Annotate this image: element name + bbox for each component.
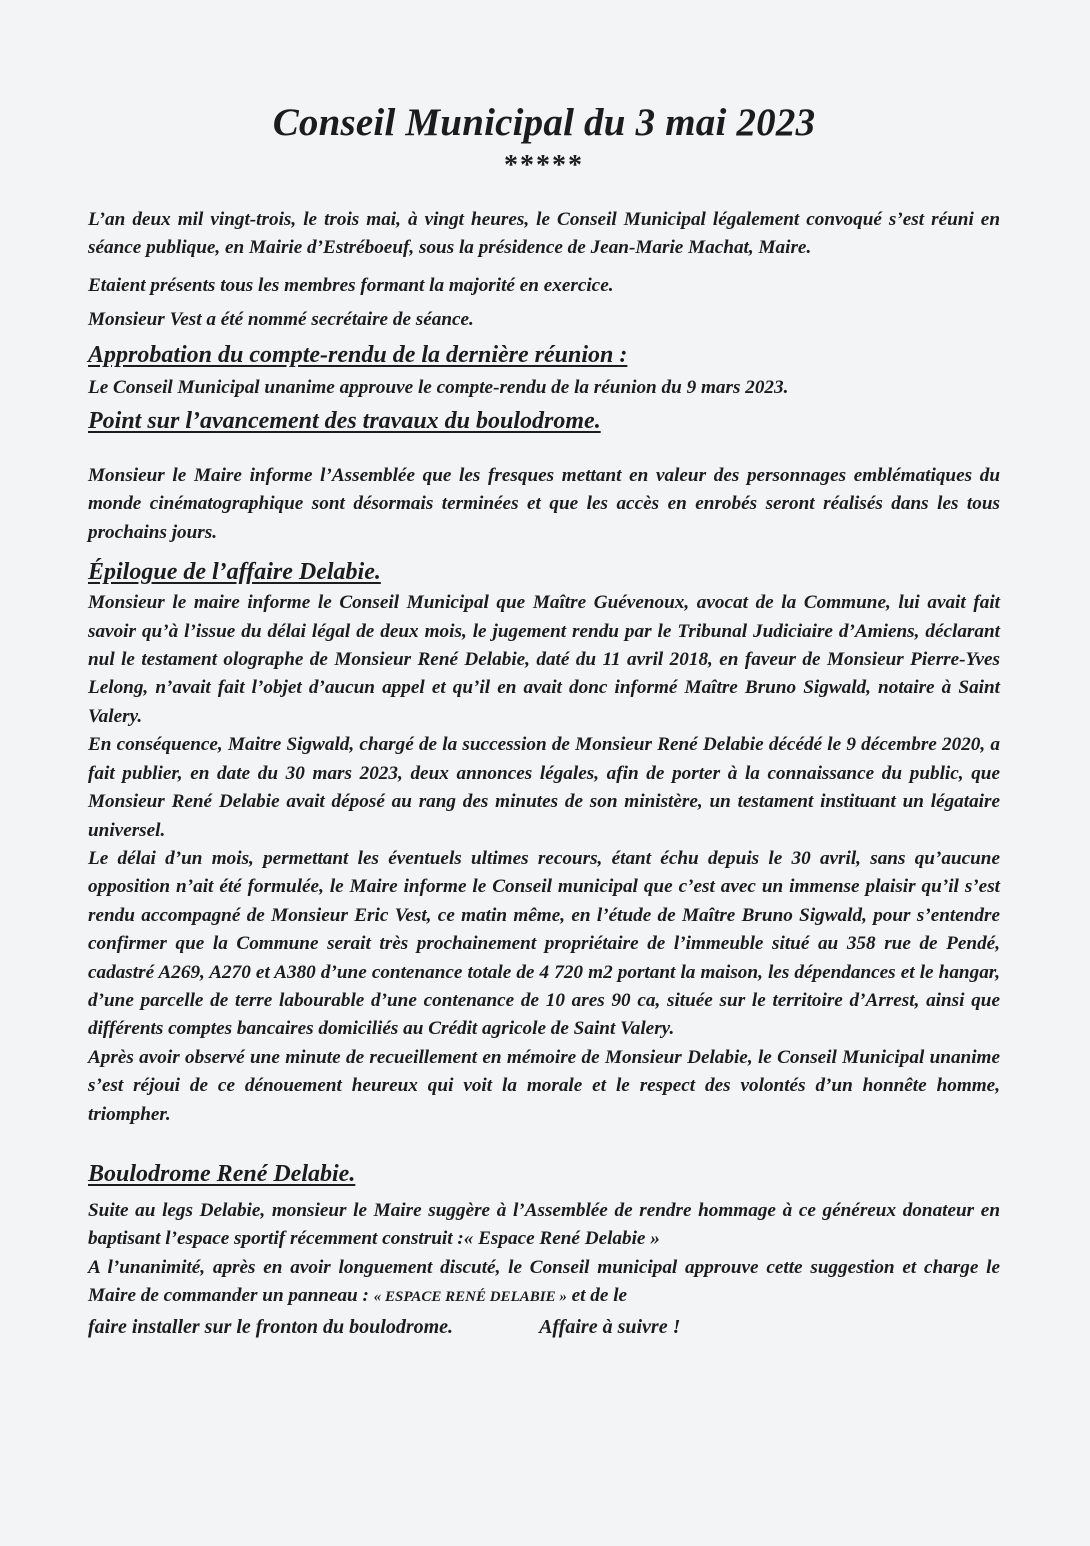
heading-travaux-boulodrome: Point sur l’avancement des travaux du boulodrome.: [88, 408, 601, 435]
document-title: Conseil Municipal du 3 mai 2023: [272, 101, 816, 144]
boulodrome-paragraph-1: Suite au legs Delabie, monsieur le Maire suggère à l’Assemblée de rendre hommage à ce généreux donateur en baptisant l’espace sportif récemment construit :« Espace René Delabie »: [88, 1199, 1000, 1250]
closing-line: [88, 1312, 1000, 1342]
travaux-text: Monsieur le Maire informe l’Assemblée que les fresques mettant en valeur des personnages emblématiques du monde cinématographique sont désormais terminées et que les accès en enrobés seront réalisés dans les tous prochains jours.: [88, 465, 1000, 543]
heading-affaire-delabie: Épilogue de l’affaire Delabie.: [88, 559, 381, 586]
boulodrome-paragraph-2-text: A l’unanimité, après en avoir longuement discuté, le Conseil municipal approuve cette suggestion et charge le Maire de commander un panneau :: [88, 1256, 1000, 1307]
closing-note: Affaire à suivre !: [539, 1315, 681, 1338]
approbation-text: Le Conseil Municipal unanime approuve le compte-rendu de la réunion du 9 mars 2023.: [88, 376, 789, 398]
document-page: [88, 100, 1000, 1342]
sign-text: « ESPACE RENÉ DELABIE »: [373, 1289, 567, 1306]
closing-line-text: faire installer sur le fronton du boulodrome.: [88, 1315, 454, 1338]
heading-boulodrome-rene-delabie: Boulodrome René Delabie.: [88, 1160, 356, 1187]
delabie-paragraph-2: En conséquence, Maitre Sigwald, chargé de la succession de Monsieur René Delabie décédé le 9 décembre 2020, a fait publier, en date du 30 mars 2023, deux annonces légales, afin de porter à la connaissance du public, que Monsieur René Delabie avait déposé au rang des minutes de son ministère, un testament instituant un légataire universel.: [88, 734, 1000, 841]
delabie-paragraph-1: Monsieur le maire informe le Conseil Municipal que Maître Guévenoux, avocat de la Commune, lui avait fait savoir qu’à l’issue du délai légal de deux mois, le jugement rendu par le Tribunal Judiciaire d’Amiens, déclarant nul le testament olographe de Monsieur René Delabie, daté du 11 avril 2018, en faveur de Monsieur Pierre-Yves Lelong, n’avait fait l’objet d’aucun appel et qu’il en avait donc informé Maître Bruno Sigwald, notaire à Saint Valery.: [88, 592, 1000, 727]
intro-paragraph-2: Etaient présents tous les membres formant la majorité en exercice.: [88, 274, 614, 296]
title-separator: *****: [504, 150, 584, 181]
delabie-paragraph-4: Après avoir observé une minute de recueillement en mémoire de Monsieur Delabie, le Conseil Municipal unanime s’est réjoui de ce dénouement heureux qui voit la morale et le respect des volontés d’un honnête homme, triompher.: [88, 1046, 1000, 1125]
heading-approbation: Approbation du compte-rendu de la dernière réunion :: [88, 341, 628, 368]
boulodrome-paragraph-2: [88, 1254, 1000, 1312]
delabie-paragraph-3: Le délai d’un mois, permettant les éventuels ultimes recours, étant échu depuis le 30 avril, sans qu’aucune opposition n’ait été formulée, le Maire informe le Conseil municipal que c’est avec un immense plaisir qu’il s’est rendu accompagné de Monsieur Eric Vest, ce matin même, en l’étude de Maître Bruno Sigwald, pour s’entendre confirmer que la Commune serait très prochainement propriétaire de l’immeuble situé au 358 rue de Pendé, cadastré A269, A270 et A380 d’une contenance totale de 4 720 m2 portant la maison, les dépendances et le hangar, d’une parcelle de terre labourable d’une contenance de 10 ares 90 ca, située sur le territoire d’Arrest, ainsi que différents comptes bancaires domiciliés au Crédit agricole de Saint Valery.: [88, 847, 1000, 1040]
intro-paragraph-3: Monsieur Vest a été nommé secrétaire de séance.: [88, 309, 474, 331]
intro-paragraph-1: L’an deux mil vingt-trois, le trois mai, à vingt heures, le Conseil Municipal légalement convoqué s’est réuni en séance publique, en Mairie d’Estréboeuf, sous la présidence de Jean-Marie Machat, Maire.: [88, 209, 1000, 259]
boulodrome-paragraph-2-end: et de le: [566, 1285, 628, 1307]
